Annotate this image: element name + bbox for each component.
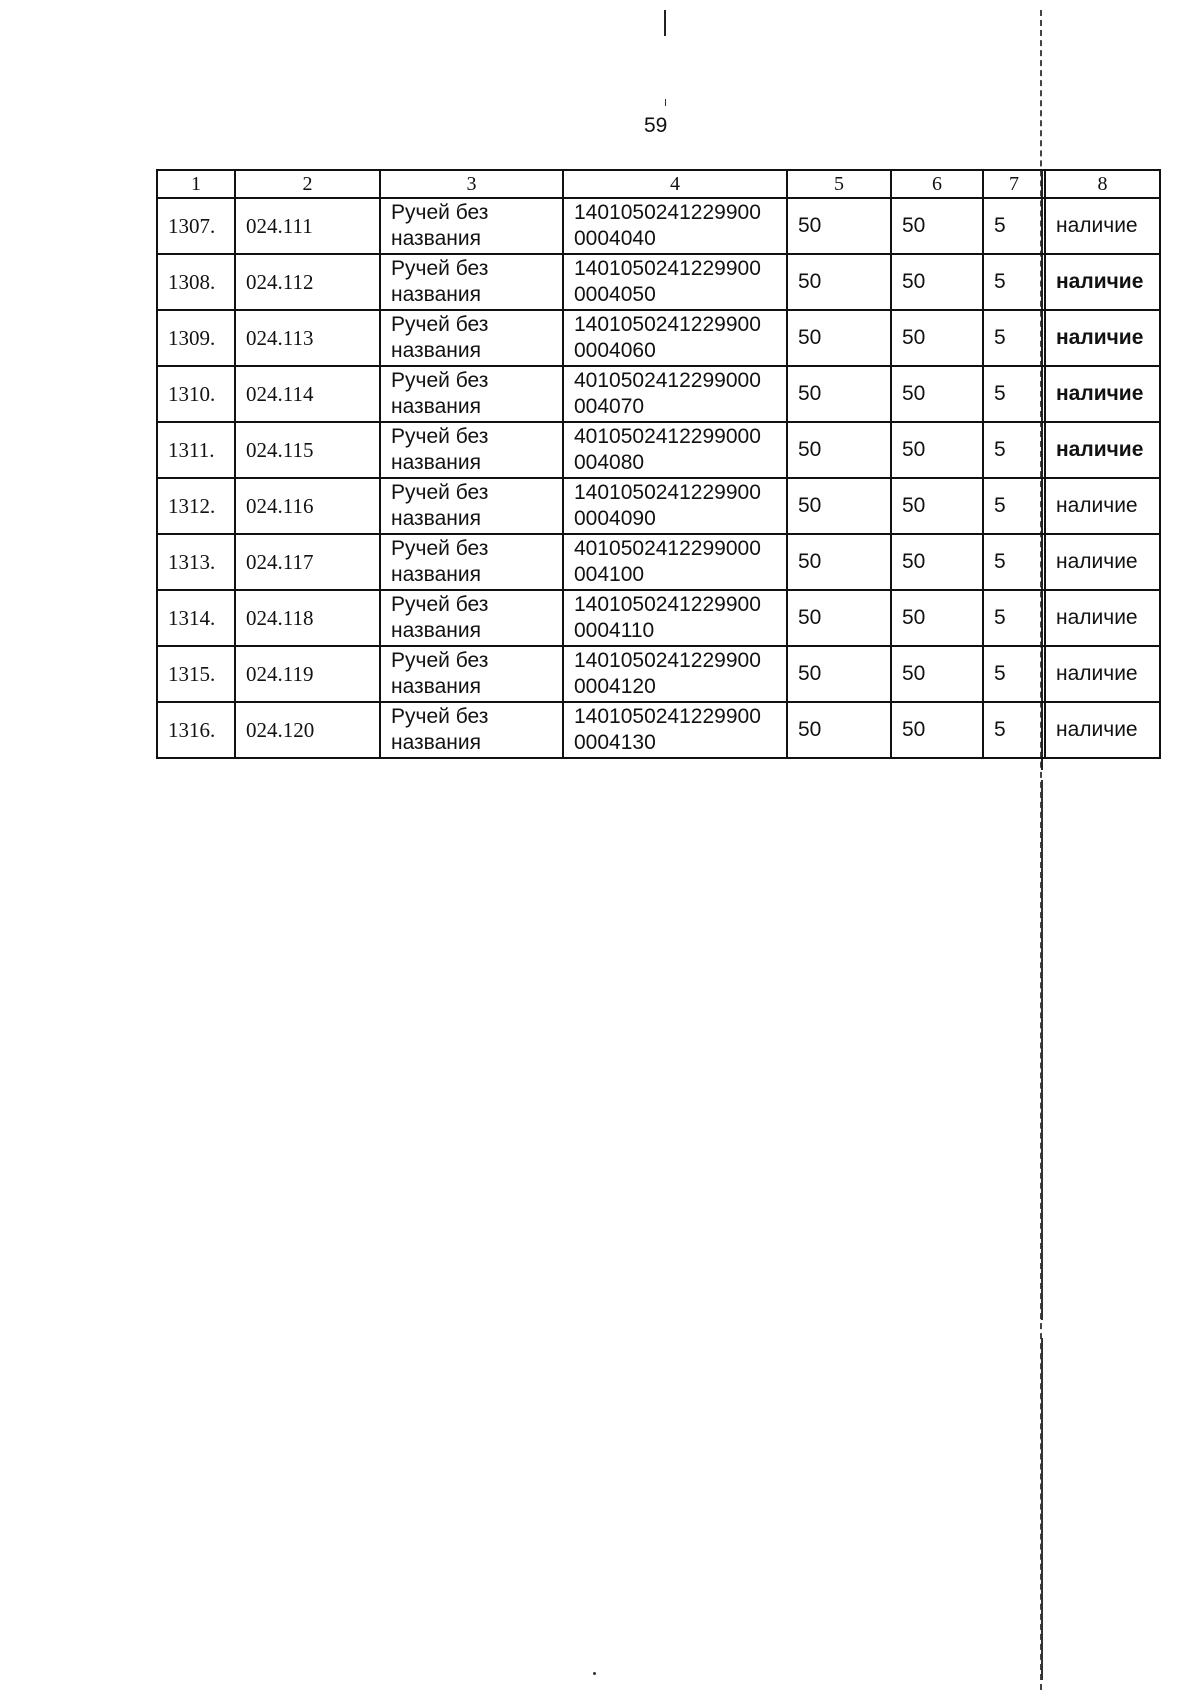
column-6-cell: 50 (891, 310, 983, 366)
name-line-2: названия (391, 339, 481, 362)
column-6-cell: 50 (891, 646, 983, 702)
column-5-cell: 50 (787, 478, 891, 534)
identifier-line-1: 4010502412299000 (574, 537, 761, 560)
row-number-cell: 1309. (157, 310, 235, 366)
name-line-1: Ручей без (391, 481, 489, 504)
column-7-cell: 5 (983, 254, 1045, 310)
name-line-2: названия (391, 507, 481, 530)
status-cell: наличие (1045, 310, 1160, 366)
row-number-cell: 1307. (157, 198, 235, 254)
identifier-line-2: 004100 (574, 563, 645, 586)
column-6-cell: 50 (891, 254, 983, 310)
row-number-cell: 1311. (157, 422, 235, 478)
column-header: 4 (563, 170, 787, 198)
column-5-cell: 50 (787, 422, 891, 478)
table-row (157, 478, 1160, 534)
identifier-line-2: 0004040 (574, 227, 656, 250)
identifier-cell (563, 702, 787, 758)
name-line-1: Ручей без (391, 705, 489, 728)
row-number-cell: 1312. (157, 478, 235, 534)
scan-edge-lower-line (1041, 780, 1043, 1680)
column-5-cell: 50 (787, 590, 891, 646)
column-7-cell: 5 (983, 310, 1045, 366)
row-number-cell: 1315. (157, 646, 235, 702)
column-header: 7 (983, 170, 1045, 198)
name-line-1: Ручей без (391, 369, 489, 392)
column-7-cell: 5 (983, 702, 1045, 758)
column-header: 3 (380, 170, 563, 198)
scan-artifact-mark (664, 10, 666, 36)
identifier-line-2: 0004120 (574, 675, 656, 698)
name-cell (380, 590, 563, 646)
identifier-line-1: 4010502412299000 (574, 425, 761, 448)
identifier-cell (563, 198, 787, 254)
status-cell: наличие (1045, 702, 1160, 758)
name-line-2: названия (391, 451, 481, 474)
code-cell: 024.117 (235, 534, 380, 590)
name-line-1: Ручей без (391, 537, 489, 560)
identifier-cell (563, 366, 787, 422)
header-row (157, 170, 1160, 198)
column-7-cell: 5 (983, 366, 1045, 422)
status-cell: наличие (1045, 366, 1160, 422)
name-line-2: названия (391, 675, 481, 698)
page-number: 59 (644, 114, 668, 137)
column-7-cell: 5 (983, 646, 1045, 702)
identifier-line-2: 0004060 (574, 339, 656, 362)
row-number-cell: 1314. (157, 590, 235, 646)
column-6-cell: 50 (891, 422, 983, 478)
name-cell (380, 254, 563, 310)
column-header: 8 (1045, 170, 1160, 198)
identifier-line-1: 1401050241229900 (574, 649, 761, 672)
status-cell: наличие (1045, 254, 1160, 310)
identifier-line-2: 0004110 (574, 619, 655, 642)
identifier-line-2: 004070 (574, 395, 645, 418)
column-6-cell: 50 (891, 198, 983, 254)
column-5-cell: 50 (787, 310, 891, 366)
identifier-line-1: 1401050241229900 (574, 705, 761, 728)
column-7-cell: 5 (983, 590, 1045, 646)
column-6-cell: 50 (891, 366, 983, 422)
identifier-cell (563, 646, 787, 702)
identifier-cell (563, 590, 787, 646)
column-header: 6 (891, 170, 983, 198)
identifier-cell (563, 478, 787, 534)
table-row (157, 366, 1160, 422)
column-7-cell: 5 (983, 534, 1045, 590)
name-line-1: Ручей без (391, 425, 489, 448)
column-5-cell: 50 (787, 198, 891, 254)
status-cell: наличие (1045, 198, 1160, 254)
name-cell (380, 702, 563, 758)
row-number-cell: 1316. (157, 702, 235, 758)
identifier-line-1: 1401050241229900 (574, 593, 761, 616)
table-body (157, 198, 1160, 758)
identifier-cell (563, 310, 787, 366)
name-cell (380, 198, 563, 254)
register-table (156, 169, 1161, 759)
column-header: 1 (157, 170, 235, 198)
identifier-line-2: 0004130 (574, 731, 656, 754)
identifier-line-2: 0004050 (574, 283, 656, 306)
row-number-cell: 1310. (157, 366, 235, 422)
identifier-line-1: 1401050241229900 (574, 313, 761, 336)
name-line-2: названия (391, 395, 481, 418)
name-cell (380, 646, 563, 702)
name-line-2: названия (391, 227, 481, 250)
column-5-cell: 50 (787, 254, 891, 310)
code-cell: 024.114 (235, 366, 380, 422)
table-row (157, 534, 1160, 590)
scan-artifact-dot (593, 1672, 596, 1675)
table-row (157, 646, 1160, 702)
table-row (157, 702, 1160, 758)
column-6-cell: 50 (891, 478, 983, 534)
name-line-2: названия (391, 563, 481, 586)
status-cell: наличие (1045, 422, 1160, 478)
column-7-cell: 5 (983, 198, 1045, 254)
column-5-cell: 50 (787, 702, 891, 758)
status-cell: наличие (1045, 646, 1160, 702)
table-row (157, 422, 1160, 478)
column-header: 2 (235, 170, 380, 198)
status-cell: наличие (1045, 534, 1160, 590)
name-cell (380, 422, 563, 478)
code-cell: 024.115 (235, 422, 380, 478)
name-cell (380, 310, 563, 366)
table-row (157, 590, 1160, 646)
name-line-1: Ручей без (391, 593, 489, 616)
column-7-cell: 5 (983, 478, 1045, 534)
name-line-1: Ручей без (391, 313, 489, 336)
column-5-cell: 50 (787, 534, 891, 590)
code-cell: 024.113 (235, 310, 380, 366)
table-row (157, 310, 1160, 366)
column-6-cell: 50 (891, 590, 983, 646)
name-cell (380, 478, 563, 534)
identifier-line-2: 0004090 (574, 507, 656, 530)
code-cell: 024.119 (235, 646, 380, 702)
identifier-cell (563, 254, 787, 310)
identifier-cell (563, 534, 787, 590)
column-5-cell: 50 (787, 366, 891, 422)
identifier-cell (563, 422, 787, 478)
name-cell (380, 534, 563, 590)
code-cell: 024.118 (235, 590, 380, 646)
code-cell: 024.111 (235, 198, 380, 254)
status-cell: наличие (1045, 590, 1160, 646)
name-line-1: Ручей без (391, 257, 489, 280)
identifier-line-1: 1401050241229900 (574, 481, 761, 504)
column-header: 5 (787, 170, 891, 198)
table-row (157, 254, 1160, 310)
name-line-2: названия (391, 283, 481, 306)
identifier-line-1: 4010502412299000 (574, 369, 761, 392)
name-line-2: названия (391, 619, 481, 642)
column-5-cell: 50 (787, 646, 891, 702)
column-6-cell: 50 (891, 702, 983, 758)
name-line-2: названия (391, 731, 481, 754)
identifier-line-1: 1401050241229900 (574, 201, 761, 224)
name-line-1: Ручей без (391, 649, 489, 672)
row-number-cell: 1308. (157, 254, 235, 310)
status-cell: наличие (1045, 478, 1160, 534)
code-cell: 024.112 (235, 254, 380, 310)
identifier-line-1: 1401050241229900 (574, 257, 761, 280)
code-cell: 024.120 (235, 702, 380, 758)
column-7-cell: 5 (983, 422, 1045, 478)
name-line-1: Ручей без (391, 201, 489, 224)
code-cell: 024.116 (235, 478, 380, 534)
table-row (157, 198, 1160, 254)
column-6-cell: 50 (891, 534, 983, 590)
scan-artifact-tick (665, 99, 666, 106)
identifier-line-2: 004080 (574, 451, 645, 474)
row-number-cell: 1313. (157, 534, 235, 590)
name-cell (380, 366, 563, 422)
